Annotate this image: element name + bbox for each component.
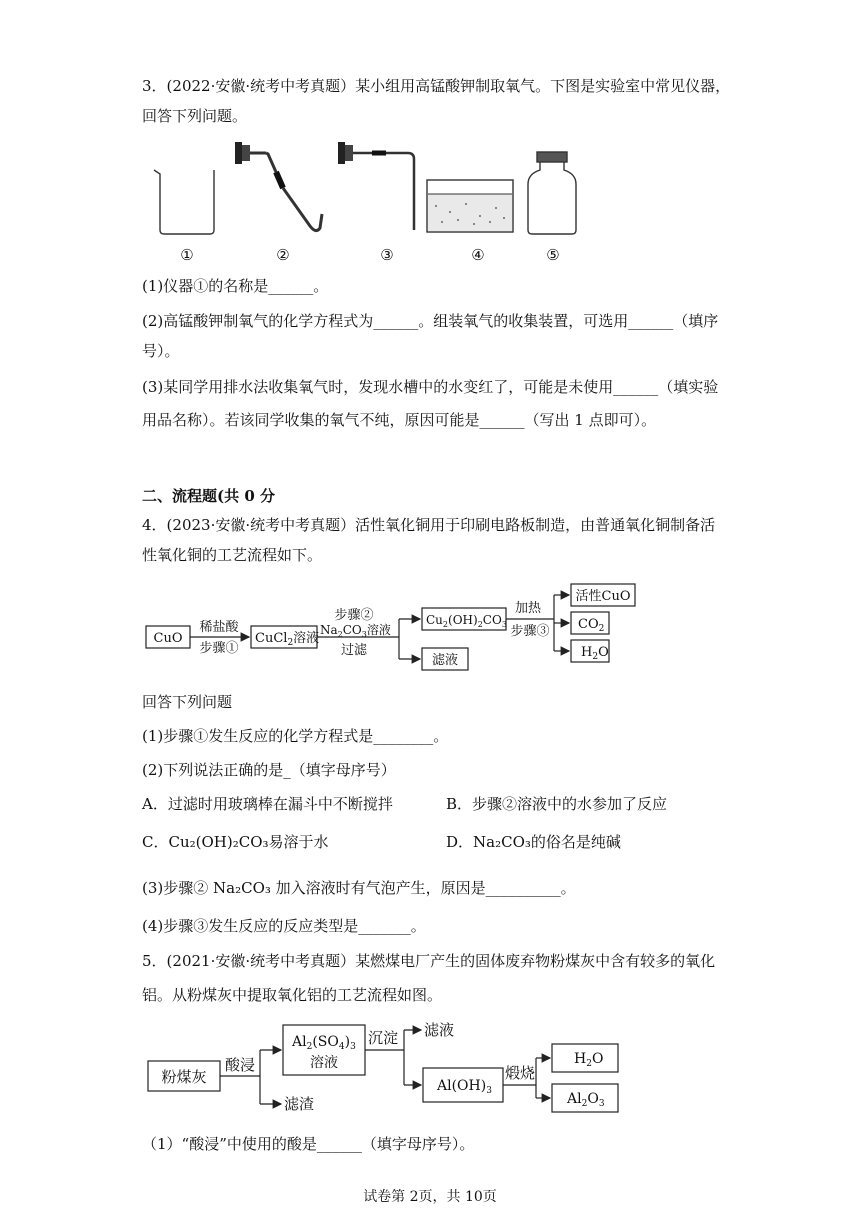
flow-label-al2o3: $Al_2O_3$ <box>567 1091 605 1109</box>
beaker-drawing <box>154 170 214 234</box>
q4-option-d: D．Na₂CO₃的俗名是纯碱 <box>446 833 621 851</box>
flow-label-cuo: CuO <box>153 631 183 646</box>
flow-label-filtrate: 滤液 <box>431 653 459 668</box>
lab-apparatus-figure <box>140 134 620 266</box>
q5-sub1: （1）“酸浸”中使用的酸是______（填字母序号）。 <box>142 1135 475 1153</box>
q4-sub2: (2)下列说法正确的是_（填字母序号） <box>142 761 396 779</box>
page-footer: 试卷第 2页，共 10页 <box>363 1189 497 1205</box>
flow-label-reagent1: 稀盐酸 <box>199 620 239 635</box>
flow-label-residue: 滤渣 <box>284 1095 315 1113</box>
flow-label-step3: 步骤③ <box>510 624 550 639</box>
q4-sub1: (1)步骤①发生反应的化学方程式是________。 <box>142 727 449 745</box>
flow-label-precip: 沉淀 <box>367 1029 399 1047</box>
flow-label-heat: 加热 <box>514 601 542 616</box>
alumina-process-flowchart <box>140 1018 640 1118</box>
flow-label-step2: 步骤② <box>334 608 374 623</box>
flow-label-aloh3: $Al(OH)_3$ <box>437 1078 492 1096</box>
q5-stem-line2: 铝。从粉煤灰中提取氧化铝的工艺流程如图。 <box>142 986 443 1004</box>
flow-label-filter: 过滤 <box>340 643 368 658</box>
stopper-bent-tube-drawing <box>235 142 322 231</box>
q4-stem-line1: 4．(2023·安徽·统考中考真题）活性氧化铜用于印刷电路板制造，由普通氧化铜制备活 <box>142 516 716 534</box>
apparatus-label-4: ④ <box>471 246 485 264</box>
q3-sub2-line2: 号）。 <box>142 342 180 360</box>
water-trough-drawing <box>427 180 513 232</box>
flow-label-solution: 溶液 <box>310 1055 338 1071</box>
cuo-process-flowchart <box>140 578 660 678</box>
q3-sub2-line1: (2)高锰酸钾制氧气的化学方程式为______。组装氧气的收集装置，可选用______（填序 <box>142 312 719 330</box>
apparatus-label-5: ⑤ <box>546 246 560 264</box>
q4-sub4: (4)步骤③发生反应的反应类型是_______。 <box>142 917 426 935</box>
q3-sub3-line2: 用品名称）。若该同学收集的氧气不纯，原因可能是______（写出 1 点即可）。 <box>142 411 657 429</box>
flow-label-h2o: $H_2O$ <box>574 1051 604 1069</box>
section-heading: 二、流程题(共 0 分 <box>142 487 275 505</box>
q4-stem-line2: 性氧化铜的工艺流程如下。 <box>142 546 323 564</box>
flow-label-acid-leach: 酸浸 <box>224 1056 256 1074</box>
q4-sub3: (3)步骤② Na₂CO₃ 加入溶液时有气泡产生，原因是__________。 <box>142 879 576 897</box>
q4-option-b: B．步骤②溶液中的水参加了反应 <box>446 795 668 813</box>
apparatus-label-1: ① <box>180 246 194 264</box>
stopper-straight-tube-drawing <box>338 142 414 230</box>
flow-label-calcine: 煅烧 <box>504 1064 536 1082</box>
q3-stem-line1: 3．(2022·安徽·统考中考真题）某小组用高锰酸钾制取氧气。下图是实验室中常见仪器， <box>142 77 731 95</box>
flow-label-al2so43: $Al_2(SO_4)_3$ <box>292 1034 356 1052</box>
apparatus-label-2: ② <box>276 246 290 264</box>
flow-label-step1: 步骤① <box>199 641 239 656</box>
q4-option-c: C．Cu₂(OH)₂CO₃易溶于水 <box>142 833 329 851</box>
flow-label-cu2oh2co3: $Cu_2(OH)_2CO_3$ <box>426 613 507 629</box>
q4-option-a: A．过滤时用玻璃棒在漏斗中不断搅拌 <box>142 795 393 813</box>
q5-stem-line1: 5．(2021·安徽·统考中考真题）某燃煤电厂产生的固体废弃物粉煤灰中含有较多的氧化 <box>142 952 716 970</box>
apparatus-label-3: ③ <box>380 246 394 264</box>
q3-sub3-line1: (3)某同学用排水法收集氧气时，发现水槽中的水变红了，可能是未使用______（填实验 <box>142 378 719 396</box>
flow-label-co2: $CO_2$ <box>578 617 605 634</box>
q3-sub1: (1)仪器①的名称是______。 <box>142 277 329 295</box>
flow-label-reagent2: $Na_2CO_3$溶液 <box>320 623 391 639</box>
flow-label-fly-ash: 粉煤灰 <box>161 1068 207 1086</box>
flow-label-cucl2: CuCl$_2$溶液 <box>255 631 320 648</box>
flow-label-h2o: $H_2O$ <box>581 645 609 662</box>
flow-label-filtrate: 滤液 <box>424 1021 455 1039</box>
q3-stem-line2: 回答下列问题。 <box>142 107 248 125</box>
flow-label-active-cuo: 活性CuO <box>575 589 631 604</box>
gas-jar-drawing <box>528 152 576 234</box>
q4-answer-prompt: 回答下列问题 <box>142 693 233 711</box>
